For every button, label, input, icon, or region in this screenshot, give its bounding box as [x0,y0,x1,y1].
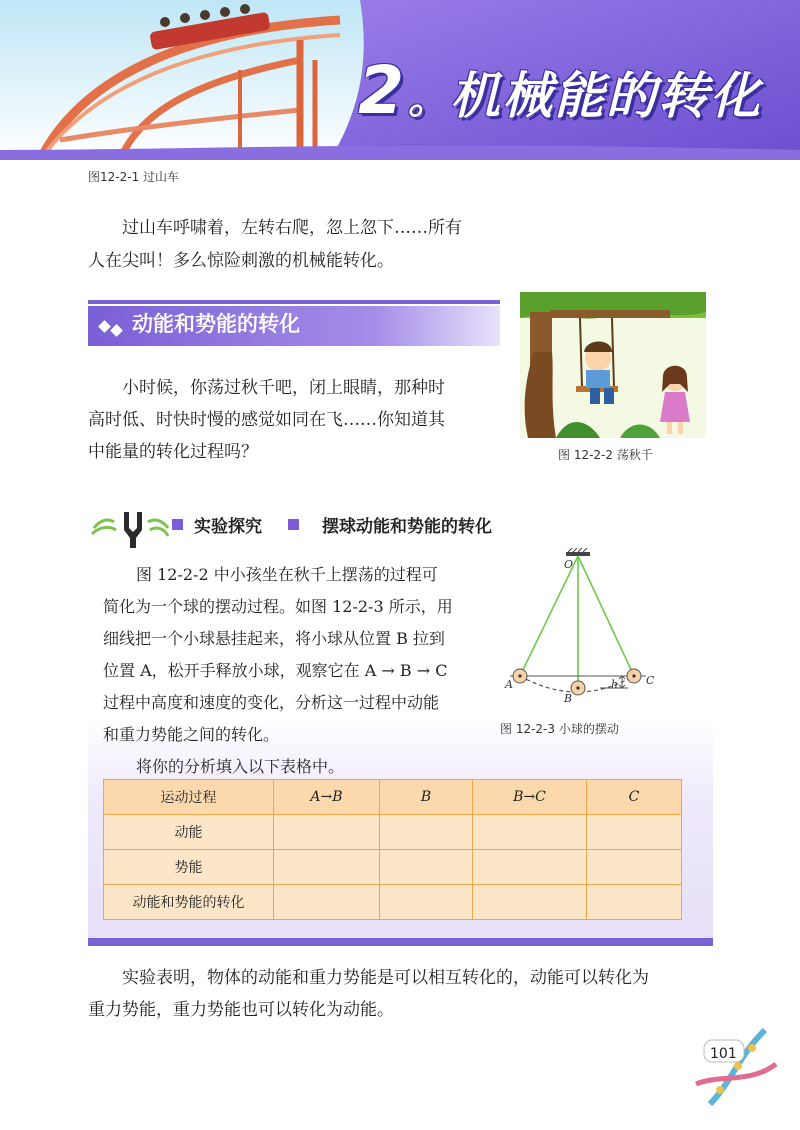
table-header-row [104,780,682,815]
experiment-line-3: 细线把一个小球悬挂起来，将小球从位置 B 拉到 [103,629,445,648]
table-row-label: 势能 [104,850,274,885]
table-header-cell: A→B [274,780,380,815]
table-header-cell: 运动过程 [104,780,274,815]
table-cell[interactable] [473,850,587,885]
table-cell[interactable] [380,815,473,850]
pendulum-diagram [500,548,670,708]
table-row-label: 动能 [104,815,274,850]
section-title: 动能和势能的转化 [132,312,300,336]
label-O: O [564,558,574,571]
label-C: C [646,674,655,687]
experiment-line-5: 过程中高度和速度的变化，分析这一过程中动能 [103,693,440,712]
label-h: h [611,678,619,691]
experiment-title: 摆球动能和势能的转化 [322,517,492,537]
table-cell[interactable] [380,850,473,885]
header-banner [0,0,800,160]
chapter-number: 2 [358,52,406,129]
intro-line-1: 过山车呼啸着，左转右爬，忽上忽下……所有 [122,218,462,238]
page-number: 101 [710,1046,737,1062]
conclusion-line-1: 实验表明，物体的动能和重力势能是可以相互转化的，动能可以转化为 [122,968,649,988]
tuning-fork-icon [90,508,170,548]
swing-illustration [520,292,706,438]
intro-line-2: 人在尖叫！多么惊险刺激的机械能转化。 [88,251,394,271]
table-row [104,815,682,850]
table-row [104,885,682,920]
chapter-title-text: 机械能的转化 [450,67,762,125]
table-cell[interactable] [274,850,380,885]
table-cell[interactable] [274,885,380,920]
table-cell[interactable] [473,815,587,850]
analysis-table [103,779,682,920]
table-header-cell: C [587,780,682,815]
label-B: B [564,692,573,705]
pendulum-caption: 图 12-2-3 小球的摆动 [500,722,619,736]
table-cell[interactable] [587,850,682,885]
table-cell[interactable] [473,885,587,920]
chapter-title: 2。机械能的转化 [358,52,762,129]
experiment-line-2: 简化为一个球的摆动过程。如图 12-2-3 所示，用 [103,597,453,616]
section-para-line-1: 小时候，你荡过秋千吧，闭上眼睛，那种时 [122,378,445,398]
dna-page-ornament [690,1024,780,1110]
table-header-cell: B→C [473,780,587,815]
table-cell[interactable] [380,885,473,920]
experiment-label: 实验探究 [194,517,262,537]
conclusion-line-2: 重力势能，重力势能也可以转化为动能。 [88,1000,394,1020]
square-bullet-icon [172,519,183,530]
table-row-label: 动能和势能的转化 [104,885,274,920]
experiment-line-4: 位置 A，松开手释放小球，观察它在 A → B → C [103,661,448,680]
square-bullet-icon [288,519,299,530]
experiment-line-6: 和重力势能之间的转化。 [103,725,280,744]
label-A: A [505,678,513,691]
figure-caption-roller-coaster: 图12-2-1 过山车 [88,170,180,184]
table-cell[interactable] [587,815,682,850]
experiment-panel-bottom-bar [88,938,713,946]
table-row [104,850,682,885]
table-header-cell: B [380,780,473,815]
experiment-header [90,508,610,540]
fill-instruction: 将你的分析填入以下表格中。 [136,757,345,776]
section-para-line-2: 高时低、时快时慢的感觉如同在飞……你知道其 [88,410,445,430]
table-cell[interactable] [587,885,682,920]
table-cell[interactable] [274,815,380,850]
swing-caption: 图 12-2-2 荡秋千 [558,448,653,462]
experiment-line-1: 图 12-2-2 中小孩坐在秋千上摆荡的过程可 [136,565,438,584]
section-para-line-3: 中能量的转化过程吗？ [88,442,258,462]
